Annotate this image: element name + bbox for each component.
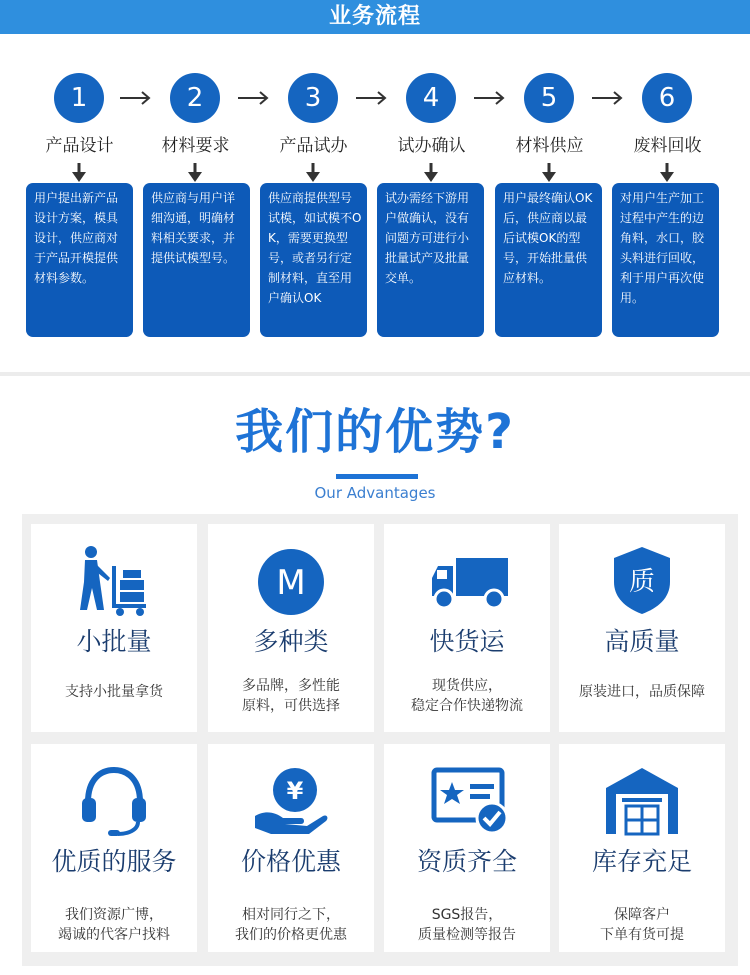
- arrow-down-icon: [21, 162, 138, 184]
- step-description-6: 对用户生产加工过程中产生的边角料，水口，胶头料进行回收，利于用户再次使用。: [612, 183, 719, 337]
- step-title-2: 材料要求: [161, 136, 230, 156]
- advantage-card-fast-shipping: [384, 524, 550, 732]
- advantage-card-stock: [559, 744, 725, 952]
- step-title-5: 材料供应: [515, 136, 584, 156]
- card-description: 相对同行之下， 我们的价格更优惠: [235, 907, 347, 943]
- step-description-1: 用户提出新产品设计方案，模具设计，供应商对于产品开模提供材料参数。: [26, 183, 133, 337]
- quality-shield-icon: [602, 544, 682, 616]
- arrow-down-icon: [373, 162, 490, 184]
- advantages-title: 我们的优势?: [235, 404, 515, 460]
- step-title-6: 废料回收: [633, 136, 702, 156]
- advantage-card-qualification: [384, 744, 550, 952]
- section-divider: [0, 372, 750, 376]
- title-underline: [336, 474, 418, 479]
- advantage-card-many-types: [208, 524, 374, 732]
- card-description: 多品牌，多性能 原料，可供选择: [242, 678, 340, 714]
- process-steps: [0, 0, 750, 370]
- step-number-6: 6: [642, 73, 692, 123]
- card-title: 高质量: [604, 627, 680, 656]
- advantage-card-small-batch: [31, 524, 197, 732]
- card-title: 库存充足: [591, 847, 692, 876]
- card-title: 资质齐全: [416, 847, 517, 876]
- step-number-3: 3: [288, 73, 338, 123]
- step-description-2: 供应商与用户详细沟通，明确材料相关要求，并提供试模型号。: [143, 183, 250, 337]
- step-number-1: 1: [54, 73, 104, 123]
- advantage-card-price: [208, 744, 374, 952]
- step-description-3: 供应商提供型号试模，如试模不OK，需要更换型号，或者另行定制材料，直至用户确认OK: [260, 183, 367, 337]
- step-title-4: 试办确认: [397, 136, 466, 156]
- step-title-3: 产品试办: [279, 136, 348, 156]
- arrow-down-icon: [491, 162, 608, 184]
- arrow-right-icon: [472, 88, 506, 108]
- certificate-icon: [427, 764, 513, 836]
- card-title: 价格优惠: [240, 847, 341, 876]
- truck-icon: [425, 544, 515, 616]
- step-number-5: 5: [524, 73, 574, 123]
- step-title-1: 产品设计: [45, 136, 114, 156]
- card-description: 现货供应， 稳定合作快递物流: [411, 678, 523, 714]
- svg-text:质: 质: [628, 567, 656, 597]
- arrow-down-icon: [137, 162, 254, 184]
- step-number-2: 2: [170, 73, 220, 123]
- step-description-5: 用户最终确认OK后，供应商以最后试模OK的型号，开始批量供应材料。: [495, 183, 602, 337]
- card-title: 优质的服务: [51, 847, 177, 876]
- headset-icon: [74, 764, 154, 836]
- arrow-right-icon: [590, 88, 624, 108]
- advantage-card-service: [31, 744, 197, 952]
- card-description: 我们资源广博， 竭诚的代客户找料: [58, 907, 170, 943]
- svg-text:¥: ¥: [286, 777, 304, 805]
- card-title: 小批量: [76, 627, 152, 656]
- arrow-down-icon: [609, 162, 726, 184]
- advantage-card-high-quality: [559, 524, 725, 732]
- warehouse-icon: [602, 764, 682, 836]
- svg-text:M: M: [276, 563, 306, 603]
- arrow-down-icon: [255, 162, 372, 184]
- step-description-4: 试办需经下游用户做确认，没有问题方可进行小批量试产及批量交单。: [377, 183, 484, 337]
- worker-trolley-icon: [74, 544, 154, 616]
- section-title: 业务流程: [328, 4, 421, 29]
- arrow-right-icon: [236, 88, 270, 108]
- card-title: 快货运: [429, 627, 505, 656]
- step-number-4: 4: [406, 73, 456, 123]
- m-circle-icon: [251, 544, 331, 616]
- card-description: SGS报告， 质量检测等报告: [418, 907, 516, 943]
- card-description: 原装进口，品质保障: [579, 684, 705, 700]
- card-title: 多种类: [253, 627, 329, 656]
- yen-hand-icon: [251, 764, 331, 836]
- card-description: 支持小批量拿货: [65, 684, 163, 700]
- advantages-subtitle: Our Advantages: [314, 484, 436, 502]
- card-description: 保障客户 下单有货可提: [600, 907, 684, 943]
- arrow-right-icon: [118, 88, 152, 108]
- arrow-right-icon: [354, 88, 388, 108]
